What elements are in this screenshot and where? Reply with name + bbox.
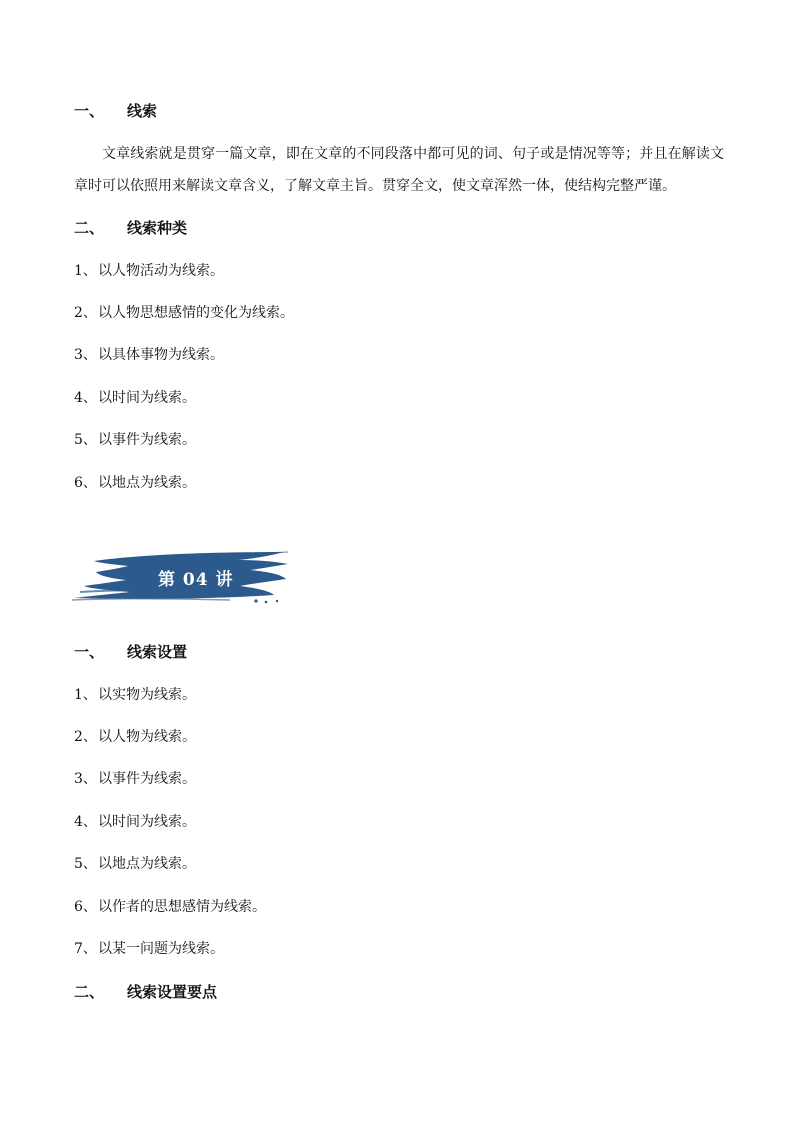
list-item-text: 以人物活动为线索。 [98, 263, 224, 279]
list-item-text: 以实物为线索。 [98, 687, 196, 703]
section-heading-clue-setup-points [74, 982, 217, 1002]
list-item [74, 897, 266, 917]
list-item-text: 以时间为线索。 [98, 814, 196, 830]
list-item [74, 727, 196, 747]
list-item [74, 303, 294, 323]
heading-number: 一、 [74, 643, 105, 661]
lecture-banner [70, 548, 292, 606]
heading-number: 一、 [74, 102, 105, 120]
list-item [74, 473, 196, 493]
list-item-text: 以人物思想感情的变化为线索。 [98, 305, 294, 321]
list-item-text: 以地点为线索。 [98, 475, 196, 491]
heading-title: 线索设置要点 [127, 983, 218, 1001]
section-heading-clue-setup [74, 642, 187, 662]
list-item-number: 3、 [74, 347, 97, 363]
list-item [74, 388, 196, 408]
list-item-number: 1、 [74, 263, 97, 279]
heading-number: 二、 [74, 983, 105, 1001]
list-item-number: 5、 [74, 856, 97, 872]
list-item-text: 以人物为线索。 [98, 729, 196, 745]
list-item [74, 261, 224, 281]
list-item-number: 3、 [74, 771, 97, 787]
list-item-text: 以事件为线索。 [98, 771, 196, 787]
heading-title: 线索种类 [127, 219, 188, 237]
list-item [74, 769, 196, 789]
list-item-text: 以某一问题为线索。 [98, 941, 224, 957]
list-item-text: 以地点为线索。 [98, 856, 196, 872]
list-item-text: 以作者的思想感情为线索。 [98, 899, 266, 915]
list-item-number: 2、 [74, 729, 97, 745]
heading-title: 线索 [127, 102, 158, 120]
section-heading-clue-types [74, 218, 187, 238]
list-item-number: 4、 [74, 814, 97, 830]
list-item [74, 854, 196, 874]
list-item-text: 以时间为线索。 [98, 390, 196, 406]
banner-label: 第 04 讲 [158, 570, 234, 590]
section-heading-clue [74, 101, 157, 121]
list-item [74, 345, 224, 365]
list-item [74, 430, 196, 450]
list-item-number: 5、 [74, 432, 97, 448]
list-item-number: 6、 [74, 475, 97, 491]
list-item-number: 4、 [74, 390, 97, 406]
list-item-text: 以事件为线索。 [98, 432, 196, 448]
list-item [74, 685, 196, 705]
list-item-number: 7、 [74, 941, 97, 957]
list-item-number: 6、 [74, 899, 97, 915]
list-item-number: 1、 [74, 687, 97, 703]
clue-definition-paragraph: 文章线索就是贯穿一篇文章，即在文章的不同段落中都可见的词、句子或是情况等等；并且在解读文章时可以依照用来解读文章含义，了解文章主旨。贯穿全文，使文章浑然一体，使结构完整严谨。 [74, 146, 724, 194]
list-item [74, 812, 196, 832]
list-item-text: 以具体事物为线索。 [98, 347, 224, 363]
heading-title: 线索设置 [127, 643, 188, 661]
list-item-number: 2、 [74, 305, 97, 321]
list-item [74, 939, 224, 959]
heading-number: 二、 [74, 219, 105, 237]
